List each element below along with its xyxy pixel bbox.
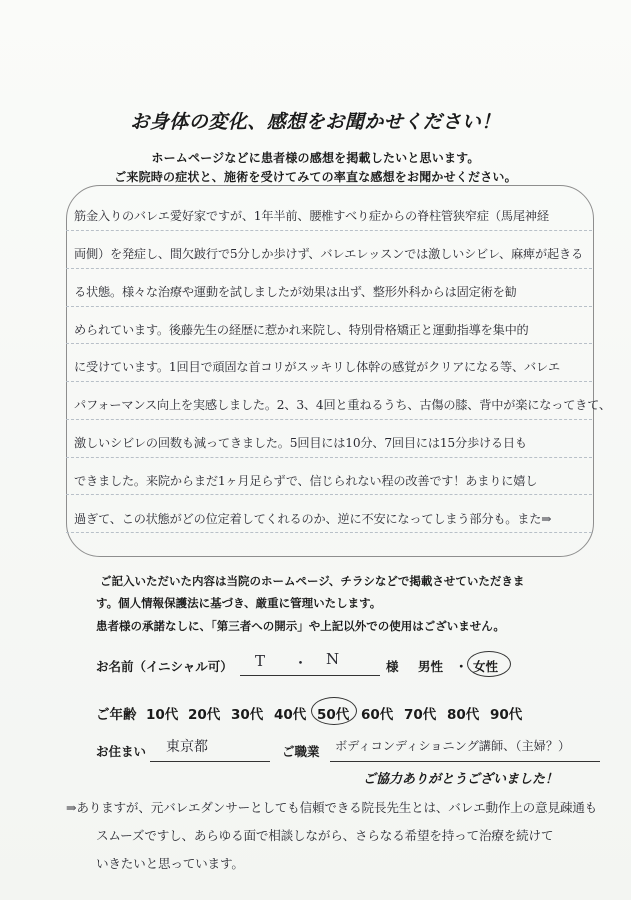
age-option-40: 40代 xyxy=(274,707,307,723)
ruled-line xyxy=(66,343,592,344)
age-option-80: 80代 xyxy=(447,707,480,723)
notice-line-3: 患者様の承諾なしに、「第三者への開示」や上記以外での使用はございません。 xyxy=(96,619,505,633)
address-value: 東京都 xyxy=(166,739,208,755)
page-title: お身体の変化、感想をお聞かせください！ xyxy=(130,111,501,133)
ruled-line xyxy=(66,494,592,495)
notice-line-2: す。個人情報保護法に基づき、厳重に管理いたします。 xyxy=(96,596,382,610)
comment-line-3: る状態。様々な治療や運動を試しましたが効果は出ず、整形外科からは固定術を勧 xyxy=(74,285,517,299)
age-option-60: 60代 xyxy=(361,707,394,723)
gender-separator: ・ xyxy=(455,659,468,674)
ruled-line xyxy=(66,230,592,231)
job-underline xyxy=(330,761,600,762)
footer-line-1: ⇒ありますが、元バレエダンサーとしても信頼できる院長先生とは、バレエ動作上の意見疎通も xyxy=(66,800,598,815)
age-option-70: 70代 xyxy=(404,707,437,723)
age-option-90: 90代 xyxy=(490,707,523,723)
comment-line-2: 両側）を発症し、間欠跛行で5分しか歩けず、バレエレッスンでは激しいシビレ、麻痺が起きる xyxy=(74,247,583,261)
comment-line-8: できました。来院からまだ1ヶ月足らずで、信じられない程の改善です！あまりに嬉し xyxy=(74,474,538,488)
age-label: ご年齢 xyxy=(96,707,137,723)
gender-female: 女性 xyxy=(473,659,499,674)
name-underline xyxy=(240,675,380,676)
age-option-20: 20代 xyxy=(188,707,221,723)
ruled-line xyxy=(66,381,592,382)
footer-line-3: いきたいと思っています。 xyxy=(96,856,244,871)
comment-line-5: に受けています。1回目で頑固な首コリがスッキリし体幹の感覚がクリアになる等、バレエ xyxy=(74,360,560,374)
gender-selected-circle xyxy=(467,651,511,677)
gender-male: 男性 xyxy=(418,659,444,674)
subtitle-line-2: ご来院時の症状と、施術を受けてみての率直な感想をお聞かせください。 xyxy=(114,170,517,184)
ruled-line xyxy=(66,457,592,458)
name-suffix: 様 xyxy=(386,659,399,674)
age-option-50: 50代 xyxy=(317,707,350,723)
ruled-line xyxy=(66,268,592,269)
subtitle-line-1: ホームページなどに患者様の感想を掲載したいと思います。 xyxy=(151,151,480,165)
job-label: ご職業 xyxy=(282,744,320,759)
address-underline xyxy=(150,761,270,762)
name-initial-1: T xyxy=(255,652,266,670)
ruled-line xyxy=(66,419,592,420)
comment-line-7: 激しいシビレの回数も減ってきました。5回目には10分、7回目には15分歩ける日も xyxy=(74,436,527,450)
comment-line-4: められています。後藤先生の経歴に惹かれ来院し、特別骨格矯正と運動指導を集中的 xyxy=(74,323,529,337)
age-option-10: 10代 xyxy=(146,707,179,723)
address-label: お住まい xyxy=(96,744,147,759)
footer-line-2: スムーズですし、あらゆる面で相談しながら、さらなる希望を持って治療を続けて xyxy=(96,828,554,843)
ruled-line xyxy=(66,532,592,533)
thanks-message: ご協力ありがとうございました！ xyxy=(363,772,559,787)
name-dot: ・ xyxy=(293,654,309,672)
comment-line-1: 筋金入りのバレエ愛好家ですが、1年半前、腰椎すべり症からの脊柱管狭窄症（馬尾神経 xyxy=(74,209,549,223)
comment-line-9: 過ぎて、この状態がどの位定着してくれるのか、逆に不安になってしまう部分も。また⇒ xyxy=(74,512,552,526)
job-value: ボディコンディショニング講師、（主婦？） xyxy=(335,739,571,753)
notice-line-1: ご記入いただいた内容は当院のホームページ、チラシなどで掲載させていただきま xyxy=(100,574,525,588)
age-selected-circle xyxy=(311,697,357,725)
comment-line-6: パフォーマンス向上を実感しました。2、3、4回と重ねるうち、古傷の膝、背中が楽になってきて、 xyxy=(74,398,611,412)
age-option-30: 30代 xyxy=(231,707,264,723)
ruled-line xyxy=(66,306,592,307)
name-label: お名前（イニシャル可） xyxy=(96,659,233,674)
name-initial-2: N xyxy=(326,650,340,668)
